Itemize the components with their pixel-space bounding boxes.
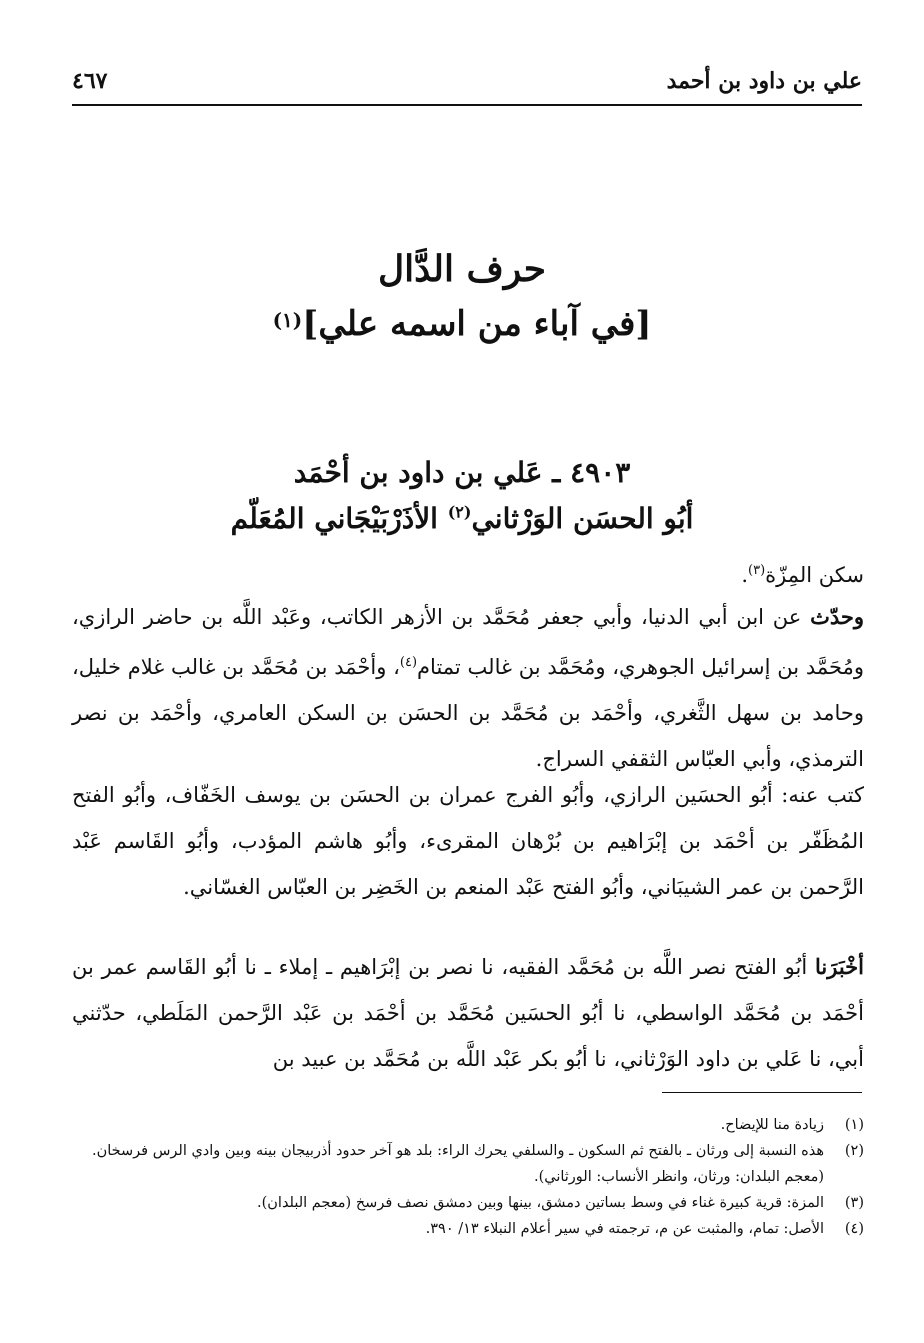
informed-paragraph [72,944,864,1082]
entry-footnote-ref: (٢) [447,502,472,522]
footnote-item [72,1216,864,1242]
residence-paragraph [72,548,864,598]
footnote-text: زيادة منا للإيضاح. [720,1117,824,1133]
footnote-text: هذه النسبة إلى ورثان ـ بالفتح ثم السكون ـ والسلفي يحرك الراء: بلد هو آخر حدود أذربيجان بينه وبين وادي الرس فرسخان. (معجم البلدان: ورثان، وانظر الأنساب: الورثاني). [91,1143,824,1185]
narrated-paragraph [72,594,864,782]
footnotes [72,1112,864,1242]
entry-title: ٤٩٠٣ ـ عَلي بن داود بن أحْمَد [293,456,631,489]
narrated-text-a: عن ابن أبي الدنيا، وأبي جعفر مُحَمَّد بن الأزهر الكاتب، وعَبْد اللَّه بن حاضر الرازي، ومُحَمَّد بن إسرائيل الجوهري، ومُحَمَّد بن غالب تمتام [72,605,864,679]
narrated-text-b: ، وأحْمَد بن مُحَمَّد بن غالب غلام خليل، وحامد بن سهل الثَّغري، وأحْمَد بن مُحَمَّد بن الحسَن بن السكن العامري، وأحْمَد بن نصر الترمذي، وأبي العبّاس الثقفي السراج. [72,655,864,771]
header-divider [72,104,862,106]
page-number: ٤٦٧ [72,68,108,94]
footnote-text: الأصل: تمام، والمثبت عن م، ترجمته في سير أعلام النبلاء ١٣/ ٣٩٠. [425,1221,824,1237]
informed-text: أبُو الفتح نصر اللَّه بن مُحَمَّد الفقيه، نا نصر بن إبْرَاهيم ـ إملاء ـ نا أبُو القَاسم عمر بن أحْمَد بن مُحَمَّد الواسطي، نا أبُو الحسَين مُحَمَّد بن أحْمَد بن عَبْد الرَّحمن المَلَطي، حدّثني أبي، نا عَلي بن داود الوَرْثاني، نا أبُو بكر عَبْد اللَّه بن مُحَمَّد بن عبيد بن [72,955,864,1071]
footnote-divider [662,1092,862,1093]
footnote-item [72,1190,864,1216]
wrote-paragraph: كتب عنه: أبُو الحسَين الرازي، وأبُو الفرج عمران بن الحسَن بن يوسف الخَفّاف، وأبُو الفتح المُظَفّر بن أحْمَد بن إبْرَاهيم بن بُرْهان المقرىء، وأبُو هاشم المؤدب، وأبُو القَاسم عَبْد الرَّحمن بن عمر الشيبَاني، وأبُو الفتح عَبْد المنعم بن الخَضِر بن العبّاس الغسّاني. [72,783,864,899]
entry-subtitle-b: الأذَرْبَيْجَاني المُعَلّم [230,502,438,535]
chapter-footnote-ref: (١) [272,308,303,332]
informed-lead: أخْبَرَنا [815,954,864,979]
chapter-title: حرف الدَّال [378,248,546,290]
residence-footnote-ref: (٣) [748,563,766,578]
page-header [72,58,862,104]
entry-subtitle-a: أبُو الحسَن الوَرْثاني [471,502,694,535]
narrated-lead: وحدّث [810,604,864,629]
footnote-number: (٣) [844,1195,864,1211]
footnote-number: (١) [844,1117,864,1133]
running-title: علي بن داود بن أحمد [666,68,862,94]
entry-subtitle [0,502,924,535]
residence-end: . [741,563,749,587]
footnote-item [72,1112,864,1138]
residence-text: سكن المِزّة [765,563,864,587]
narrated-footnote-ref: (٤) [399,655,418,670]
footnote-item [72,1138,864,1190]
chapter-subtitle [0,304,924,344]
footnote-number: (٤) [844,1221,864,1237]
footnote-number: (٢) [844,1143,864,1159]
footnote-text: المزة: قرية كبيرة غناء في وسط بساتين دمشق، بينها وبين دمشق نصف فرسخ (معجم البلدان). [257,1195,824,1211]
chapter-subtitle-text: [في آباء من اسمه علي] [302,304,652,344]
